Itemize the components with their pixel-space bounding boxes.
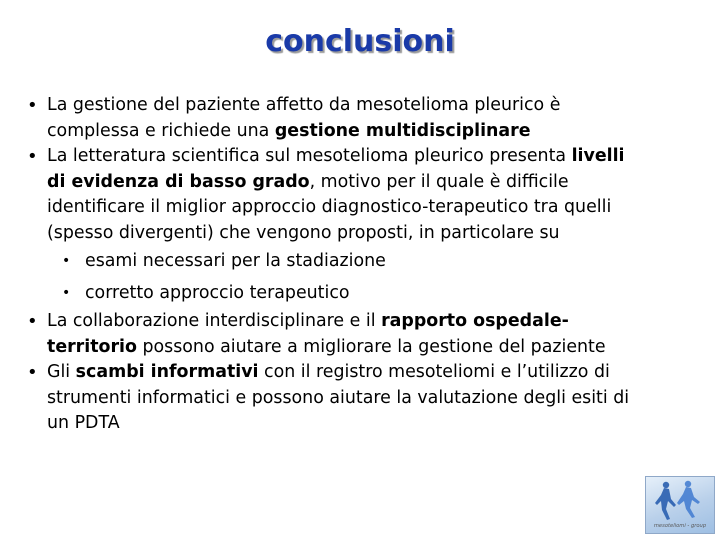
bullet-1-text: complessa e richiede una	[47, 120, 275, 141]
bullet-2-text: , motivo per il quale è difficile	[309, 171, 569, 192]
bullet-dot: •	[27, 146, 38, 167]
slide-title: conclusioni	[265, 24, 455, 59]
bullet-2-text: La letteratura scientifica sul mesotelioma pleurico presenta	[47, 146, 572, 166]
sub-bullet-text: corretto approccio terapeutico	[85, 282, 350, 303]
sub-bullet-item-2	[0, 278, 720, 310]
sub-bullet-text: esami necessari per la stadiazione	[85, 251, 386, 271]
bullet-3-text: La collaborazione interdisciplinare e il	[47, 311, 382, 331]
bullet-4-text: con il registro mesoteliomi e l’utilizzo di	[258, 362, 610, 382]
bullet-4-text: un PDTA	[47, 413, 120, 433]
bullet-2-emphasis: livelli	[571, 146, 625, 166]
sub-bullet-dot: •	[62, 284, 71, 301]
bullet-3-emphasis: rapporto ospedale-	[381, 311, 569, 331]
bullet-dot: •	[27, 311, 38, 332]
bullet-1-text: La gestione del paziente affetto da mesotelioma pleurico è	[47, 95, 561, 115]
sub-bullet-dot: •	[62, 253, 71, 269]
bullet-2-emphasis: di evidenza di basso grado	[47, 171, 310, 192]
bullet-item-4	[0, 360, 720, 437]
runners-logo-icon	[645, 476, 715, 534]
logo-text: mesoteliomi - group	[653, 523, 707, 529]
bullet-dot: •	[27, 362, 38, 383]
bullet-3-emphasis: territorio	[47, 336, 137, 357]
bullet-item-3	[0, 309, 720, 360]
bullet-list	[0, 93, 720, 437]
sub-bullet-item-1	[0, 246, 720, 278]
bullet-item-1	[0, 93, 720, 144]
bullet-3-text: possono aiutare a migliorare la gestione del paziente	[136, 336, 606, 357]
bullet-2-text: identificare il miglior approccio diagnostico-terapeutico tra quelli	[47, 197, 612, 217]
bullet-1-emphasis: gestione multidisciplinare	[274, 120, 531, 141]
bullet-4-text: strumenti informatici e possono aiutare la valutazione degli esiti di	[47, 387, 630, 408]
bullet-4-text: Gli	[47, 362, 76, 382]
bullet-2-text: (spesso divergenti) che vengono proposti, in particolare su	[47, 222, 560, 243]
bullet-4-emphasis: scambi informativi	[75, 362, 259, 382]
bullet-dot: •	[27, 95, 38, 116]
bullet-item-2	[0, 144, 720, 246]
